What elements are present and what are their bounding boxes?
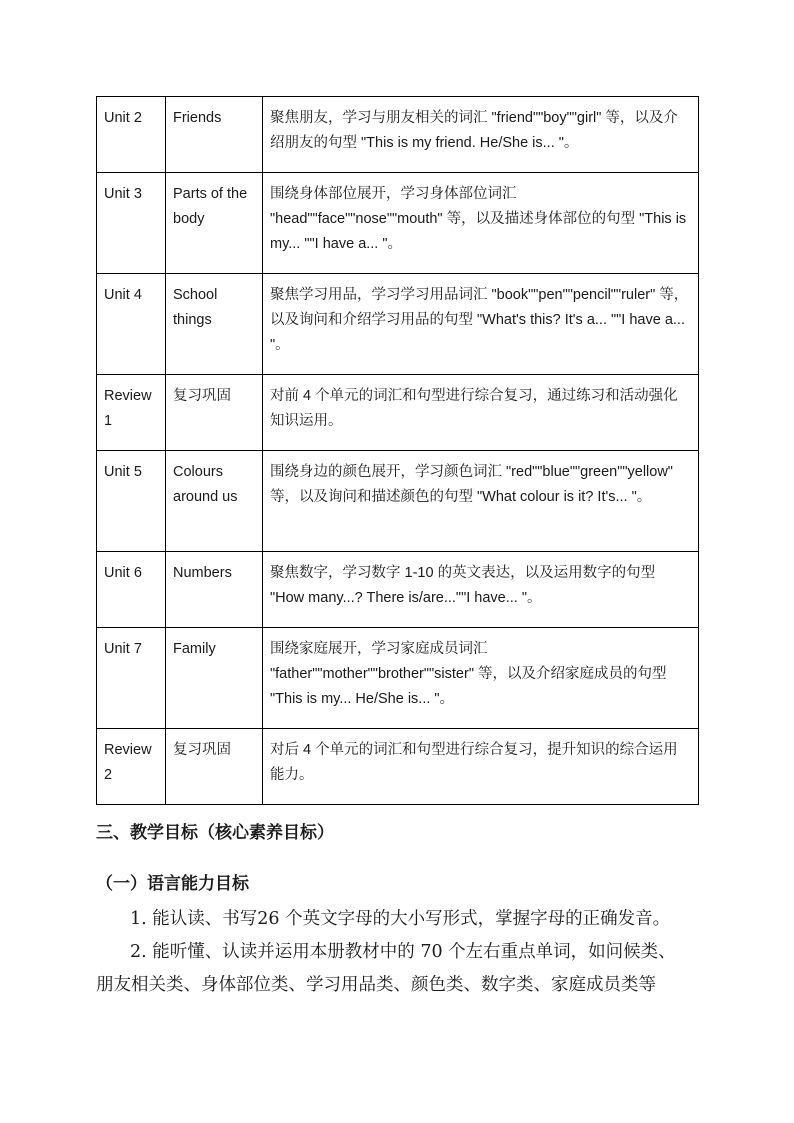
goal-item: 1. 能认读、书写26 个英文字母的大小写形式，掌握字母的正确发音。: [130, 909, 671, 929]
topic-cell: Friends: [166, 97, 263, 173]
table-row: [97, 375, 699, 451]
unit-cell: Unit 3: [97, 173, 166, 274]
description-cell: 对后 4 个单元的词汇和句型进行综合复习，提升知识的综合运用能力。: [263, 729, 699, 805]
section-heading: 三、教学目标（核心素养目标）: [96, 823, 334, 843]
table-row: [97, 628, 699, 729]
description-cell: 聚焦数字，学习数字 1-10 的英文表达，以及运用数字的句型 "How many...? There is/are...""I have... "。: [263, 552, 699, 628]
goals-list: [96, 903, 700, 1002]
topic-cell: School things: [166, 274, 263, 375]
table-row: [97, 97, 699, 173]
topic-cell: Family: [166, 628, 263, 729]
unit-cell: Unit 6: [97, 552, 166, 628]
description-cell: 对前 4 个单元的词汇和句型进行综合复习，通过练习和活动强化知识运用。: [263, 375, 699, 451]
description-cell: 聚焦朋友，学习与朋友相关的词汇 "friend""boy""girl" 等，以及介绍朋友的句型 "This is my friend. He/She is... "。: [263, 97, 699, 173]
topic-cell: 复习巩固: [166, 729, 263, 805]
table-row: [97, 729, 699, 805]
description-cell: 围绕身体部位展开，学习身体部位词汇 "head""face""nose""mouth" 等，以及描述身体部位的句型 "This is my... ""I have a... "。: [263, 173, 699, 274]
unit-cell: Review 2: [97, 729, 166, 805]
subsection-heading: （一）语言能力目标: [96, 874, 249, 894]
table-row: [97, 173, 699, 274]
topic-cell: Parts of the body: [166, 173, 263, 274]
goal-item: 2. 能听懂、认读并运用本册教材中的 70 个左右重点单词，如问候类、: [130, 942, 676, 962]
unit-cell: Unit 7: [97, 628, 166, 729]
topic-cell: Colours around us: [166, 451, 263, 552]
goal-item-continued: 朋友相关类、身体部位类、学习用品类、颜色类、数字类、家庭成员类等: [96, 975, 656, 995]
table-row: [97, 552, 699, 628]
unit-cell: Unit 2: [97, 97, 166, 173]
description-cell: 围绕家庭展开，学习家庭成员词汇 "father""mother""brother""sister" 等，以及介绍家庭成员的句型 "This is my... He/She is... "。: [263, 628, 699, 729]
unit-cell: Review 1: [97, 375, 166, 451]
description-cell: 围绕身边的颜色展开，学习颜色词汇 "red""blue""green""yellow" 等，以及询问和描述颜色的句型 "What colour is it? It's... "。: [263, 451, 699, 552]
description-cell: 聚焦学习用品，学习学习用品词汇 "book""pen""pencil""ruler" 等，以及询问和介绍学习用品的句型 "What's this? It's a... ""I have a... "。: [263, 274, 699, 375]
unit-cell: Unit 4: [97, 274, 166, 375]
table-row: [97, 451, 699, 552]
topic-cell: 复习巩固: [166, 375, 263, 451]
topic-cell: Numbers: [166, 552, 263, 628]
units-table: [96, 96, 699, 805]
unit-cell: Unit 5: [97, 451, 166, 552]
table-row: [97, 274, 699, 375]
